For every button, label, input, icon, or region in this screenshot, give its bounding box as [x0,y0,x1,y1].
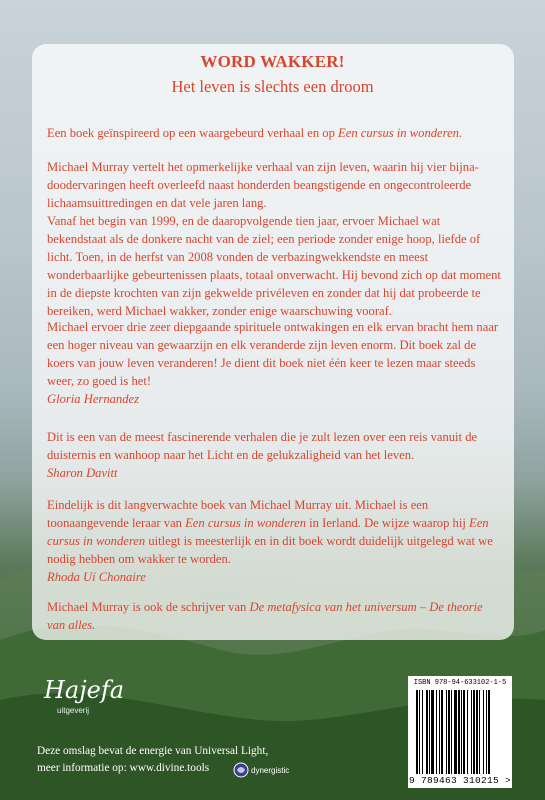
review-author: Sharon Davitt [47,466,118,480]
intro-text: Een boek geïnspireerd op een waargebeurd verhaal en op Een cursus in wonderen. [47,126,463,140]
publisher-sub: uitgeverij [57,706,90,715]
barcode-number: 9 789463 310215 > [408,775,511,786]
review-rhoda: Eindelijk is dit langverwachte boek van Michael Murray uit. Michael is een toonaangevende leraar van Een cursus in wonderen in Ierland. De wijze waarop hij Een cursus in wonderen uitlegt is meesterlijk en in dit boek wordt duidelijk uitgelegd wat we nodig hebben om wakker te worden. Rhoda Uí Chonaire [47,498,493,584]
dynergistic-icon [233,762,249,778]
description-text [47,158,502,320]
barcode-bars [416,690,506,774]
closing-text: Michael Murray is ook de schrijver van De metafysica van het universum – De theorie van alles. [47,600,483,632]
book-subtitle: Het leven is slechts een droom [171,77,374,96]
book-title: WORD WAKKER! [200,52,345,71]
footer-text: Deze omslag bevat de energie van Universal Light, meer informatie op: www.divine.tools [37,745,269,774]
review-author: Gloria Hernandez [47,392,139,406]
paragraph-1: Michael Murray vertelt het opmerkelijke verhaal van zijn leven, waarin hij vier bijna-doodervaringen heeft overleefd naast honderden beangstigende en ongecontroleerde lichaamsuittredingen en dat vele jaren lang. [47,160,479,210]
review-gloria: Michael ervoer drie zeer diepgaande spirituele ontwakingen en elk ervan bracht hem naar een hoger niveau van gewaarzijn en elk veranderde zijn leven enorm. Dit boek zal de koers van jouw leven veranderen! Je dient dit boek niet één keer te lezen maar steeds weer, zo goed is het! Gloria Hernandez [47,320,499,406]
dynergistic-logo: dynergistic [233,762,289,778]
barcode [408,676,512,788]
review-author: Rhoda Uí Chonaire [47,570,146,584]
paragraph-2: Vanaf het begin van 1999, en de daaropvolgende tien jaar, ervoer Michael wat bekendstaat als de donkere nacht van de ziel; een periode zonder enige hoop, liefde of licht. Toen, in de herfst van 2008 vonden de verbazingwekkendste en meest wonderbaarlijke gebeurtenissen plaats, totaal onverwacht. Hij bevond zich op dat moment in de diepste krochten van zijn gekwelde privéleven en zonder dat hij dat probeerde te bereiken, werd Michael wakker, zonder enige waarschuwing vooraf. [47,214,501,318]
review-sharon: Dit is een van de meest fascinerende verhalen die je zult lezen over een reis vanuit de duisternis en wanhoop naar het Licht en de gelukzaligheid van het leven. Sharon Davitt [47,430,478,480]
publisher-logo: Hajefa [44,676,125,704]
isbn-text: ISBN 978-94-633102-1-5 [413,679,507,687]
